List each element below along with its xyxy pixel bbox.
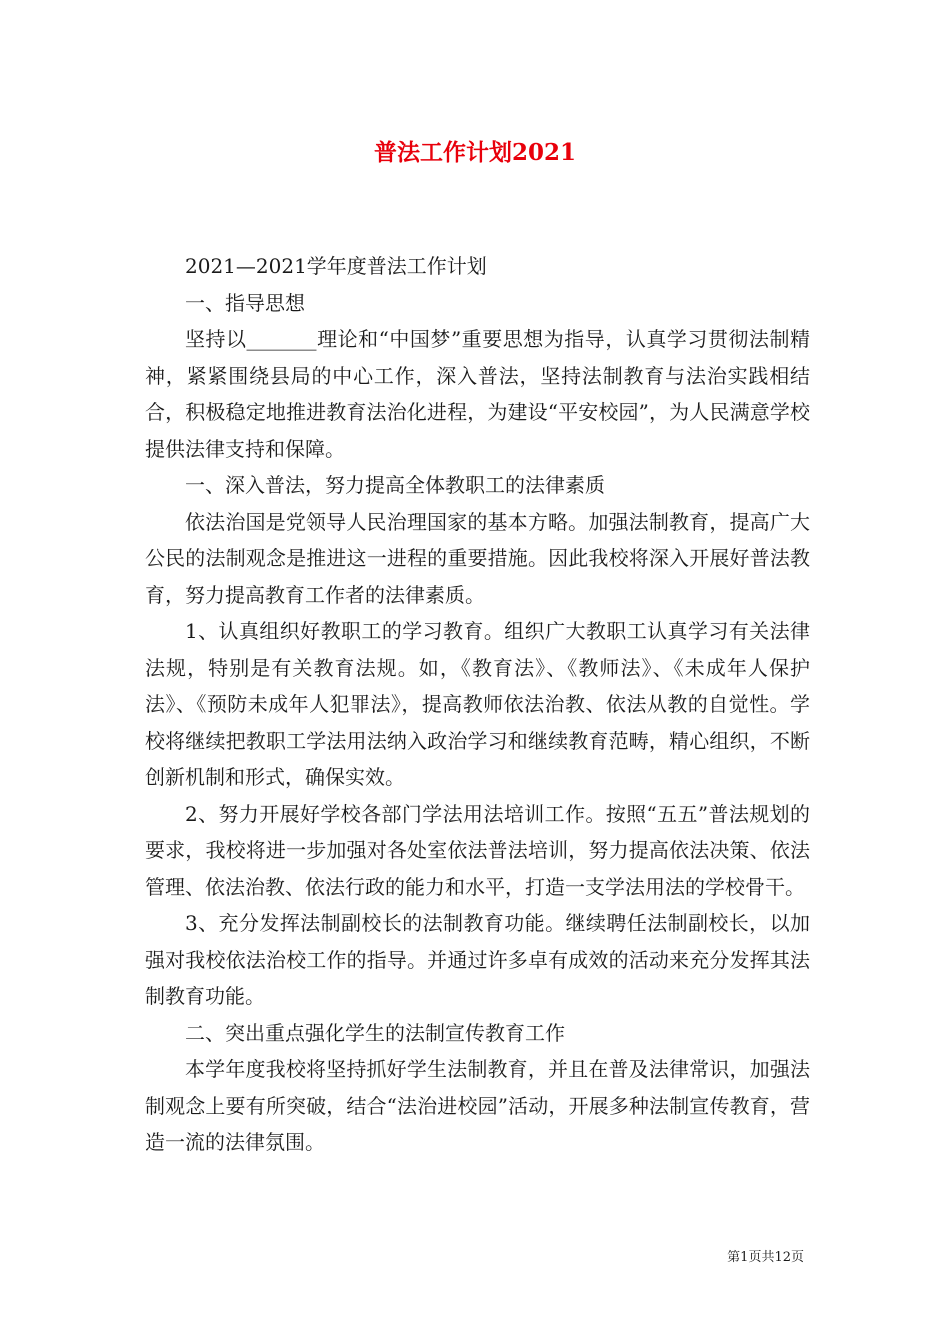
paragraph-item-3: 3、充分发挥法制副校长的法制教育功能。继续聘任法制副校长，以加强对我校依法治校工作的指导。并通过许多卓有成效的活动来充分发挥其法制教育功能。 [145,911,810,1008]
paragraph-item-2: 2、努力开展好学校各部门学法用法培训工作。按照“五五”普法规划的要求，我校将进一步加强对各处室依法普法培训，努力提高依法决策、依法管理、依法治教、依法行政的能力和水平，打造一支学法用法的学校骨干。 [145,801,810,899]
paragraph-item-1: 1、认真组织好教职工的学习教育。组织广大教职工认真学习有关法律法规，特别是有关教育法规。如，《教育法》、《教师法》、《未成年人保护法》、《预防未成年人犯罪法》，提高教师依法治教、依法从教的自觉性。学校将继续把教职工学法用法纳入政治学习和继续教育范畴，精心组织，不断创新机制和形式，确保实效。 [145,619,810,789]
section-heading-student-education: 二、突出重点强化学生的法制宣传教育工作 [185,1020,565,1045]
paragraph-student-education: 本学年度我校将坚持抓好学生法制教育，并且在普及法律常识，加强法制观念上要有所突破，结合“法治进校园”活动，开展多种法制宣传教育，营造一流的法律氛围。 [145,1057,810,1154]
section-heading-guiding-ideology: 一、指导思想 [185,290,305,315]
paragraph-rule-of-law: 依法治国是党领导人民治理国家的基本方略。加强法制教育，提高广大公民的法制观念是推进这一进程的重要措施。因此我校将深入开展好普法教育，努力提高教育工作者的法律素质。 [145,509,810,607]
document-title: 普法工作计划2021 [373,139,576,166]
page-number-footer: 第1页共12页 [727,1250,804,1265]
document-body [145,248,810,1161]
section-heading-year-plan: 2021—2021学年度普法工作计划 [185,254,487,278]
paragraph-guiding-ideology: 坚持以_______理论和“中国梦”重要思想为指导，认真学习贯彻法制精神，紧紧围绕县局的中心工作，深入普法，坚持法制教育与法治实践相结合，积极稳定地推进教育法治化进程，为建设“平安校园”，为人民满意学校提供法律支持和保障。 [145,327,810,461]
section-heading-staff-legal-quality: 一、深入普法，努力提高全体教职工的法律素质 [185,473,605,497]
